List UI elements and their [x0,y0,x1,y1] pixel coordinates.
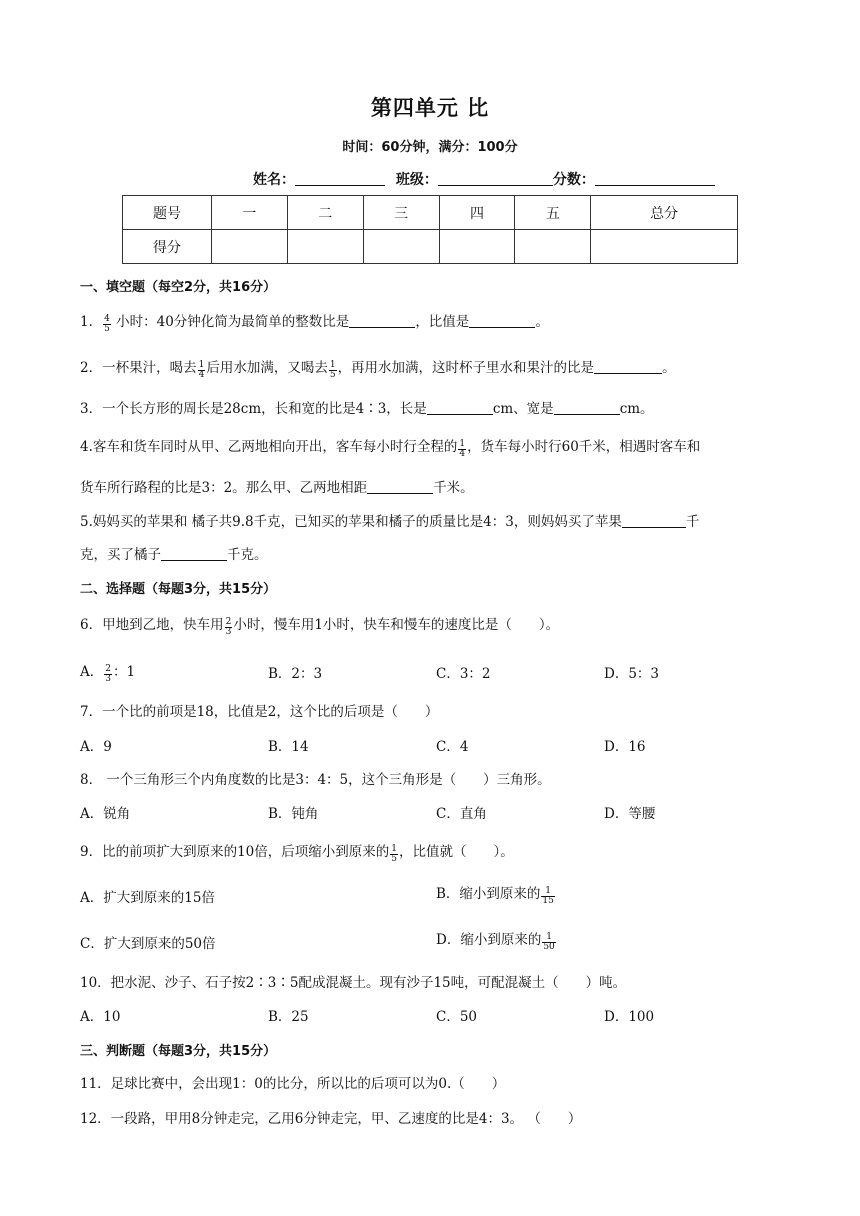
option-d[interactable]: D．缩小到原来的 $\frac{1}{50}$ [436,931,555,952]
option-b[interactable]: B．钝角 [268,806,319,822]
score-blank[interactable] [595,171,715,186]
fraction: $\frac{1}{4}$ [198,359,205,380]
table-cell: 总分 [591,196,738,230]
table-cell: 题号 [123,196,212,230]
question-text: 5.妈妈买的苹果和 橘子共9.8千克，已知买的苹果和橘子的质量比是4：3，则妈妈买了苹果 [80,514,622,530]
answer-blank[interactable] [367,480,433,494]
option-c[interactable]: C．扩大到原来的50倍 [80,936,216,952]
score-table [122,195,738,264]
question-6 [80,613,559,637]
answer-blank[interactable] [554,401,620,415]
question-text: 千克。 [227,547,268,563]
question-5-line-2 [80,543,268,563]
question-text: 2．一杯果汁，喝去 [80,360,197,376]
table-cell: 四 [439,196,515,230]
question-text: 千 [685,514,700,530]
question-text: 克，买了橘子 [80,547,161,563]
option-a[interactable]: A．锐角 [80,806,131,822]
question-5 [80,510,699,530]
class-label: 班级： [395,172,438,188]
option-d[interactable]: D．16 [604,739,646,755]
option-c[interactable]: C．50 [436,1009,478,1025]
table-cell: 一 [212,196,288,230]
fraction: $\frac{2}{3}$ [225,616,232,637]
option-d[interactable]: D．等腰 [604,806,656,822]
fraction: $\frac{4}{5}$ [104,313,110,334]
name-label: 姓名： [253,172,295,188]
fraction: $\frac{1}{5}$ [391,843,398,864]
score-cell[interactable] [212,230,288,264]
question-text: 9．比的前项扩大到原来的10倍，后项缩小到原来的 [80,844,390,860]
question-2 [80,356,676,380]
question-text: 。 [662,360,676,376]
question-4 [80,435,700,459]
option-d[interactable]: D．100 [604,1009,655,1025]
option-b[interactable]: B．2：3 [268,666,323,682]
section-heading: 二、选择题（每题3分，共15分） [80,582,277,597]
question-text: cm。 [619,401,654,417]
table-row [123,230,738,264]
question-4-line-2 [80,476,474,496]
question-11: 11．足球比赛中，会出现1：0的比分，所以比的后项可以为0.（ ） [80,1076,506,1092]
question-text: 小时，慢车用1小时，快车和慢车的速度比是（ ）。 [233,617,560,633]
option-c[interactable]: C．直角 [436,806,487,822]
answer-blank[interactable] [161,547,227,561]
class-blank[interactable] [438,171,553,186]
question-text: 小时：40分钟化简为最简单的整数比是 [116,314,350,330]
question-text: 3．一个长方形的周长是28cm，长和宽的比是4∶3，长是 [80,401,427,417]
question-text: ，比值是 [415,314,470,330]
fraction: $\frac{1}{4}$ [459,438,466,459]
table-row [123,196,738,230]
question-text: ，比值就（ ）。 [399,844,514,860]
question-text: ，再用水加满，这时杯子里水和果汁的比是 [337,360,595,376]
option-c[interactable]: C．3：2 [436,666,491,682]
question-text: 6．甲地到乙地，快车用 [80,617,224,633]
question-text: cm、宽是 [492,401,554,417]
score-cell[interactable] [287,230,363,264]
answer-blank[interactable] [594,360,662,374]
question-text: ，货车每小时行60千米，相遇时客车和 [467,439,701,455]
option-a[interactable]: A．扩大到原来的15倍 [80,890,215,906]
table-cell: 得分 [123,230,212,264]
table-cell: 五 [515,196,591,230]
question-8: 8． 一个三角形三个内角度数的比是3：4：5，这个三角形是（ ）三角形。 [80,772,551,788]
question-text: 。 [535,314,549,330]
question-number: 1． [80,314,103,330]
exam-subtitle: 时间：60分钟，满分：100分 [342,140,518,155]
score-label: 分数： [552,172,595,188]
question-12: 12．一段路，甲用8分钟走完，乙用6分钟走完，甲、乙速度的比是4：3。 （ ） [80,1111,582,1127]
fraction: $\frac{1}{5}$ [329,359,336,380]
question-7: 7．一个比的前项是18，比值是2，这个比的后项是（ ） [80,704,439,720]
question-1 [80,310,549,334]
score-cell[interactable] [363,230,439,264]
option-b[interactable]: B．14 [268,739,309,755]
score-cell[interactable] [515,230,591,264]
option-d[interactable]: D．5：3 [604,666,660,682]
section-heading: 一、填空题（每空2分，共16分） [80,280,277,295]
option-a[interactable]: A．10 [80,1009,121,1025]
answer-blank[interactable] [469,314,535,328]
question-text: 后用水加满，又喝去 [206,360,328,376]
question-text: 货车所行路程的比是3：2。那么甲、乙两地相距 [80,480,368,496]
score-cell[interactable] [591,230,738,264]
table-cell: 三 [363,196,439,230]
student-info-line [253,169,715,189]
section-heading: 三、判断题（每题3分，共15分） [80,1044,277,1059]
option-b[interactable]: B．25 [268,1009,309,1025]
question-10: 10．把水泥、沙子、石子按2∶3∶5配成混凝土。现有沙子15吨，可配混凝土（ ）吨。 [80,975,627,991]
option-b[interactable]: B．缩小到原来的 $\frac{1}{15}$ [436,885,554,906]
score-cell[interactable] [439,230,515,264]
answer-blank[interactable] [427,401,493,415]
option-a[interactable]: A． $\frac{2}{3}$ ：1 [80,663,136,684]
answer-blank[interactable] [622,514,686,528]
name-blank[interactable] [295,171,385,186]
question-3 [80,397,654,417]
answer-blank[interactable] [349,314,415,328]
question-9 [80,840,514,864]
question-text: 千米。 [433,480,474,496]
question-text: 4.客车和货车同时从甲、乙两地相向开出，客车每小时行全程的 [80,439,458,455]
table-cell: 二 [287,196,363,230]
option-c[interactable]: C．4 [436,739,469,755]
page-title: 第四单元 比 [370,96,490,120]
option-a[interactable]: A．9 [80,739,112,755]
